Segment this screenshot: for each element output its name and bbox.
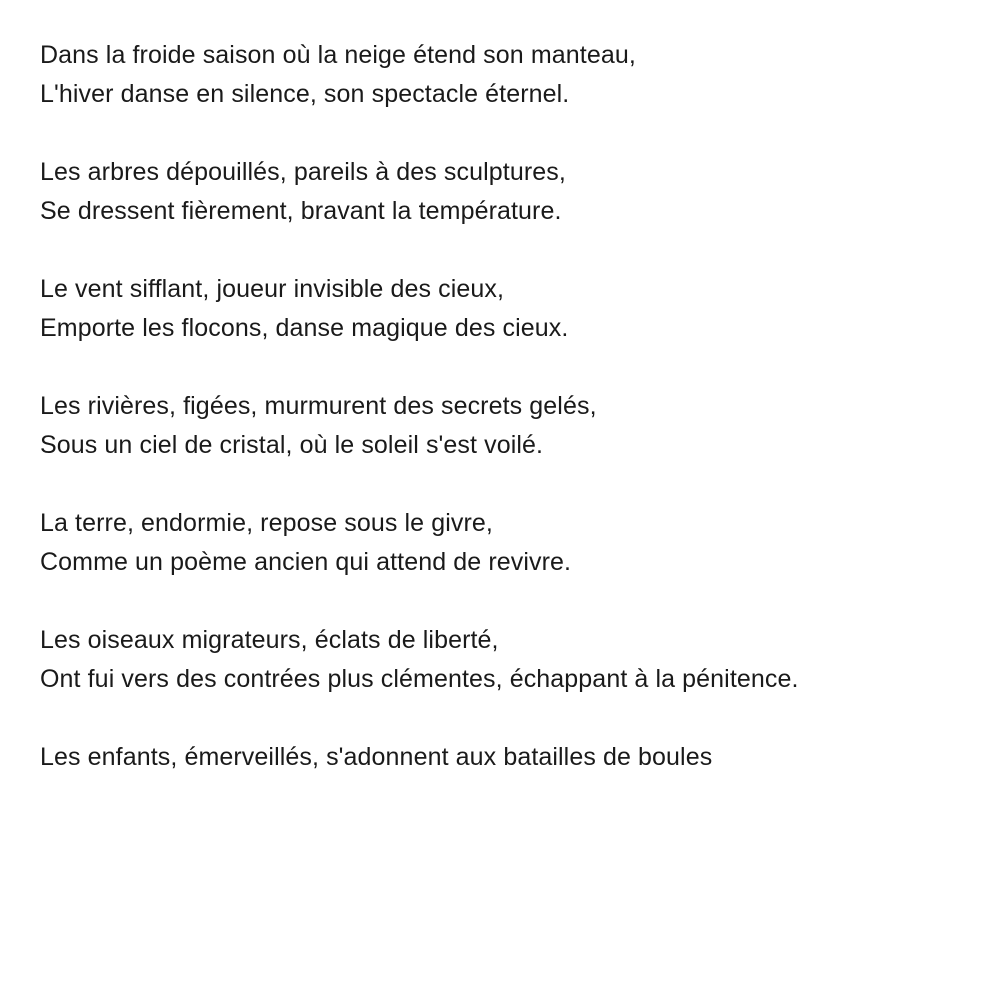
poem-line: Ont fui vers des contrées plus clémentes, échappant à la pénitence.: [40, 665, 799, 693]
stanza-3: [40, 270, 970, 348]
poem-line: Se dressent fièrement, bravant la température.: [40, 197, 562, 225]
stanza-6: [40, 621, 970, 699]
poem-line: Sous un ciel de cristal, où le soleil s'est voilé.: [40, 431, 544, 459]
stanza-4: [40, 387, 970, 465]
poem-text: [40, 36, 970, 816]
poem-line: Le vent sifflant, joueur invisible des cieux,: [40, 275, 505, 303]
stanza-2: [40, 153, 970, 231]
poem-line: Dans la froide saison où la neige étend son manteau,: [40, 41, 636, 69]
poem-line: Les arbres dépouillés, pareils à des sculptures,: [40, 158, 566, 186]
poem-line: La terre, endormie, repose sous le givre,: [40, 509, 493, 537]
poem-line: Les enfants, émerveillés, s'adonnent aux batailles de boules: [40, 743, 713, 771]
poem-line: Emporte les flocons, danse magique des cieux.: [40, 314, 569, 342]
poem-line: Les rivières, figées, murmurent des secrets gelés,: [40, 392, 597, 420]
stanza-1: [40, 36, 970, 114]
poem-line: Les oiseaux migrateurs, éclats de liberté,: [40, 626, 499, 654]
stanza-5: [40, 504, 970, 582]
poem-line: L'hiver danse en silence, son spectacle éternel.: [40, 80, 570, 108]
poem-line: Comme un poème ancien qui attend de revivre.: [40, 548, 572, 576]
stanza-7: [40, 738, 970, 777]
